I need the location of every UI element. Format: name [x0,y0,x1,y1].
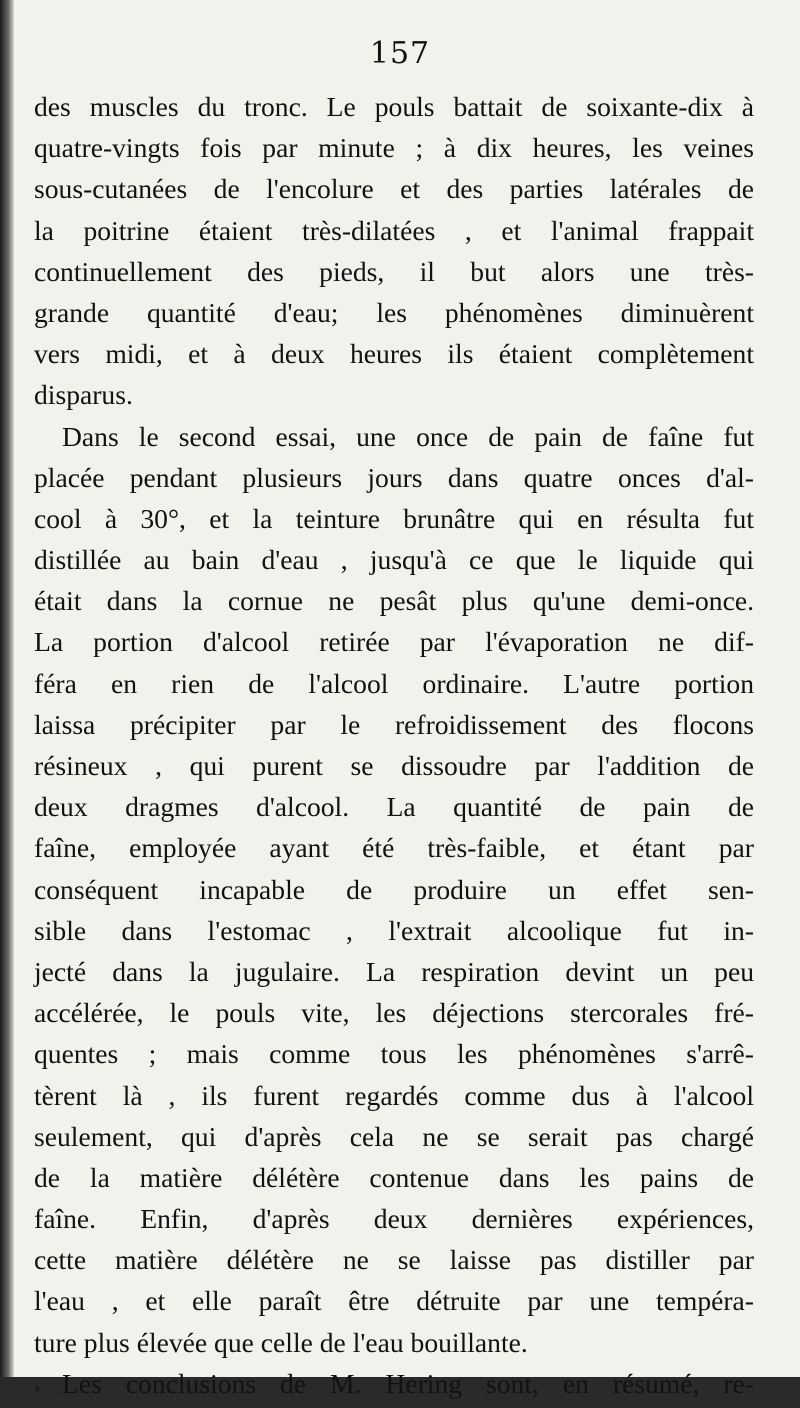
text-line: placée pendant plusieurs jours dans quatre onces d'al- [34,461,754,493]
text-line: sible dans l'estomac , l'extrait alcoolique fut in- [34,914,754,946]
text-line: cool à 30°, et la teinture brunâtre qui en résulta fut [34,502,754,534]
text-line: l'eau , et elle paraît être détruite par une tempéra- [34,1285,754,1317]
paragraph-marker: › [34,1375,41,1398]
text-line [34,1363,754,1404]
text-line: grande quantité d'eau; les phénomènes diminuèrent [34,296,754,328]
text-line: la poitrine étaient très-dilatées , et l'animal frappait [34,214,754,246]
body-text [34,86,754,1404]
text-line: tèrent là , ils furent regardés comme dus à l'alcool [34,1079,754,1111]
page-gutter-shadow [0,0,14,1377]
text-line: deux dragmes d'alcool. La quantité de pain de [34,791,754,823]
text-line-content: Les conclusions de M. Hering sont, en résumé, re- [62,1367,754,1399]
text-line: de la matière délétère contenue dans les pains de [34,1161,754,1193]
text-line: distillée au bain d'eau , jusqu'à ce que le liquide qui [34,544,754,576]
text-line: des muscles du tronc. Le pouls battait de soixante-dix à [34,91,754,122]
text-line: cette matière délétère ne se laisse pas distiller par [34,1244,754,1276]
text-line: continuellement des pieds, il but alors une très- [34,255,754,287]
text-line: féra en rien de l'alcool ordinaire. L'autre portion [34,667,754,699]
text-line: faîne. Enfin, d'après deux dernières expériences, [34,1203,754,1235]
text-line: quatre-vingts fois par minute ; à dix heures, les veines [34,132,754,164]
text-line: vers midi, et à deux heures ils étaient complètement [34,338,754,370]
text-line: seulement, qui d'après cela ne se serait pas chargé [34,1120,754,1152]
text-line: était dans la cornue ne pesât plus qu'une demi-once. [34,585,754,617]
text-line: disparus. [34,379,133,411]
text-line: La portion d'alcool retirée par l'évaporation ne dif- [34,626,754,658]
text-line: Dans le second essai, une once de pain de faîne fut [62,420,754,452]
page-number: 157 [369,36,431,71]
text-line: quentes ; mais comme tous les phénomènes s'arrê- [34,1038,754,1070]
text-line: résineux , qui purent se dissoudre par l'addition de [34,750,754,781]
text-line: accélérée, le pouls vite, les déjections stercorales fré- [34,997,754,1029]
text-line: laissa précipiter par le refroidissement des flocons [34,708,754,740]
text-line: jecté dans la jugulaire. La respiration devint un peu [34,955,754,987]
text-line: faîne, employée ayant été très-faible, et étant par [34,832,754,864]
text-line: ture plus élevée que celle de l'eau bouillante. [34,1326,528,1358]
text-line: sous-cutanées de l'encolure et des parties latérales de [34,173,754,205]
text-line: conséquent incapable de produire un effet sen- [34,873,754,905]
